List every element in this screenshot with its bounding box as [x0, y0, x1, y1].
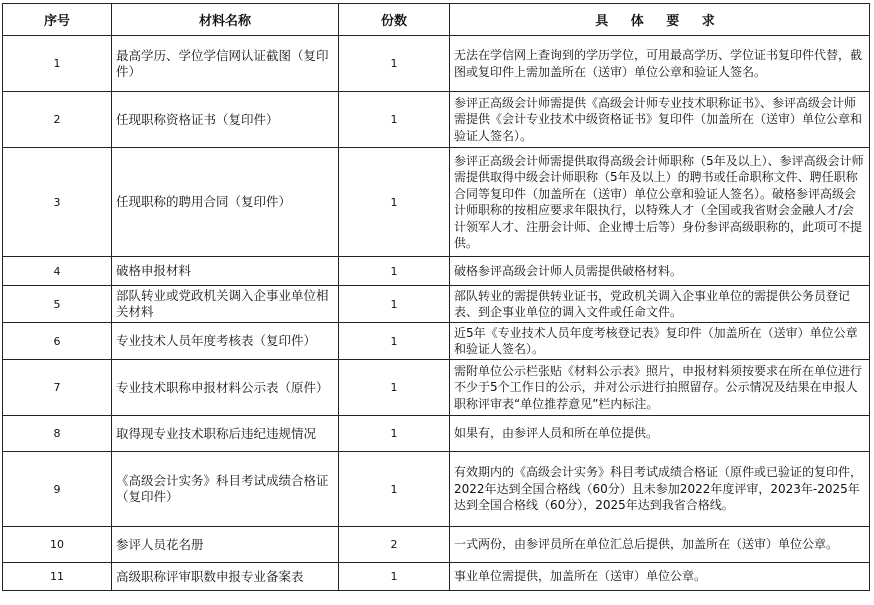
material-name: 破格申报材料: [112, 257, 339, 286]
table-row: [3, 360, 870, 416]
table-row: [3, 36, 870, 92]
row-number: 9: [3, 452, 112, 527]
table-row: [3, 527, 870, 563]
table-row: [3, 286, 870, 323]
row-number: 1: [3, 36, 112, 92]
row-number: 10: [3, 527, 112, 563]
material-name: 最高学历、学位学信网认证截图（复印件）: [112, 36, 339, 92]
copy-count: 1: [339, 563, 450, 591]
copy-count: 1: [339, 92, 450, 148]
table-row: [3, 92, 870, 148]
material-name: 任现职称的聘用合同（复印件）: [112, 148, 339, 257]
requirement-text: 参评正高级会计师需提供取得高级会计师职称（5年及以上）、参评高级会计师需提供取得中级会计师职称（5年及以上）的聘书或任命职称文件、聘任职称合同等复印件（加盖所在（送审）单位公章和验证人签名）。破格参评高级会计师职称的按相应要求年限执行，以特殊人才（全国或我省财会金融人才/会计领军人才、注册会计师、企业博士后等）身份参评高级职称的，此项可不提供。: [450, 148, 870, 257]
copy-count: 1: [339, 360, 450, 416]
copy-count: 1: [339, 257, 450, 286]
row-number: 7: [3, 360, 112, 416]
row-number: 5: [3, 286, 112, 323]
material-name: 参评人员花名册: [112, 527, 339, 563]
material-name: 专业技术人员年度考核表（复印件）: [112, 323, 339, 360]
requirement-text: 参评正高级会计师需提供《高级会计师专业技术职称证书》、参评高级会计师需提供《会计专业技术中级资格证书》复印件（加盖所在（送审）单位公章和验证人签名）。: [450, 92, 870, 148]
requirement-text: 无法在学信网上查询到的学历学位，可用最高学历、学位证书复印件代替，截图或复印件上需加盖所在（送审）单位公章和验证人签名。: [450, 36, 870, 92]
requirement-text: 有效期内的《高级会计实务》科目考试成绩合格证（原件或已验证的复印件，2022年达到全国合格线（60分）且未参加2022年度评审，2023年-2025年达到全国合格线（60分），2025年达到我省合格线。: [450, 452, 870, 527]
requirement-text: 事业单位需提供，加盖所在（送审）单位公章。: [450, 563, 870, 591]
material-name: 部队转业或党政机关调入企事业单位相关材料: [112, 286, 339, 323]
materials-table: [2, 3, 870, 591]
material-name: 《高级会计实务》科目考试成绩合格证（复印件）: [112, 452, 339, 527]
copy-count: 2: [339, 527, 450, 563]
row-number: 2: [3, 92, 112, 148]
material-name: 任现职称资格证书（复印件）: [112, 92, 339, 148]
row-number: 8: [3, 416, 112, 452]
material-name: 高级职称评审职数申报专业备案表: [112, 563, 339, 591]
requirement-text: 近5年《专业技术人员年度考核登记表》复印件（加盖所在（送审）单位公章和验证人签名）。: [450, 323, 870, 360]
header-row: [3, 4, 870, 36]
row-number: 6: [3, 323, 112, 360]
material-name: 专业技术职称申报材料公示表（原件）: [112, 360, 339, 416]
copy-count: 1: [339, 452, 450, 527]
requirement-text: 需附单位公示栏张贴《材料公示表》照片，申报材料须按要求在所在单位进行不少于5个工作日的公示，并对公示进行拍照留存。公示情况及结果在申报人职称评审表“单位推荐意见”栏内标注。: [450, 360, 870, 416]
row-number: 11: [3, 563, 112, 591]
header-index: 序号: [3, 4, 112, 36]
copy-count: 1: [339, 36, 450, 92]
requirement-text: 破格参评高级会计师人员需提供破格材料。: [450, 257, 870, 286]
row-number: 4: [3, 257, 112, 286]
row-number: 3: [3, 148, 112, 257]
copy-count: 1: [339, 323, 450, 360]
table-row: [3, 563, 870, 591]
material-name: 取得现专业技术职称后违纪违规情况: [112, 416, 339, 452]
header-count: 份数: [339, 4, 450, 36]
copy-count: 1: [339, 416, 450, 452]
copy-count: 1: [339, 286, 450, 323]
header-requirement: 具 体 要 求: [450, 4, 870, 36]
table-row: [3, 416, 870, 452]
table-row: [3, 148, 870, 257]
table-row: [3, 323, 870, 360]
header-material-name: 材料名称: [112, 4, 339, 36]
requirement-text: 一式两份，由参评员所在单位汇总后提供，加盖所在（送审）单位公章。: [450, 527, 870, 563]
requirement-text: 部队转业的需提供转业证书，党政机关调入企事业单位的需提供公务员登记表、到企事业单位的调入文件或任命文件。: [450, 286, 870, 323]
requirement-text: 如果有，由参评人员和所在单位提供。: [450, 416, 870, 452]
copy-count: 1: [339, 148, 450, 257]
table-row: [3, 452, 870, 527]
table-row: [3, 257, 870, 286]
